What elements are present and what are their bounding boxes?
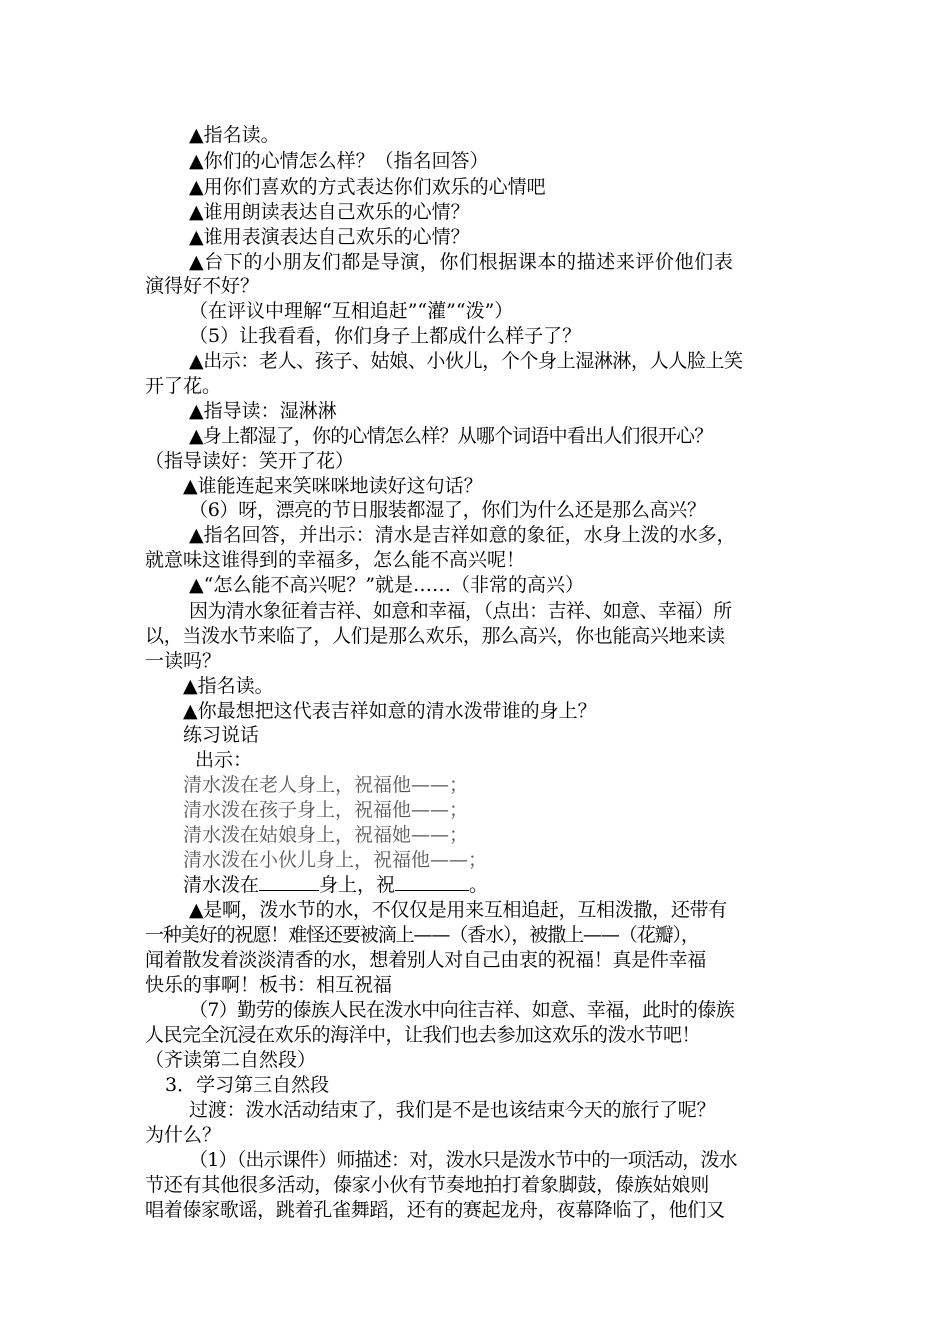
text-line: 清水泼在姑娘身上，祝福她——； [183,824,469,846]
text-line: 练习说话 [183,724,260,746]
text-line: （指导读好：笑开了花） [145,450,355,472]
text-line: 节还有其他很多活动，傣家小伙有节奏地拍打着象脚鼓，傣族姑娘则 [145,1174,710,1196]
text-line: 出示： [195,749,253,771]
text-line: （6）呀，漂亮的节日服装都湿了，你们为什么还是那么高兴？ [189,499,706,521]
text-line: （5）让我看看，你们身子上都成什么样子了？ [189,325,582,347]
text-line: ▲是啊，泼水节的水，不仅仅是用来互相追赶，互相泼撒，还带有 [189,899,727,921]
fill-text: 身上，祝 [319,874,396,896]
text-line: （1）（出示课件）师描述：对，泼水只是泼水节中的一项活动，泼水 [189,1149,737,1171]
text-line: ▲谁用表演表达自己欢乐的心情？ [189,226,470,248]
text-line: ▲身上都湿了，你的心情怎么样？从哪个词语中看出人们很开心？ [189,425,713,447]
text-line: 为什么？ [145,1124,222,1146]
text-line: 演得好不好？ [145,275,260,297]
text-line: ▲出示：老人、孩子、姑娘、小伙儿，个个身上湿淋淋，人人脸上笑 [189,350,743,372]
text-line: 清水泼在孩子身上，祝福他——； [183,799,469,821]
text-line: （7）勤劳的傣族人民在泼水中向往吉祥、如意、幸福，此时的傣族 [189,999,735,1021]
text-line: ▲谁能连起来笑咪咪地读好这句话？ [183,475,483,497]
text-line: 一读吗？ [145,650,222,672]
text-line: ▲用你们喜欢的方式表达你们欢乐的心情吧 [189,176,546,198]
text-line: 快乐的事啊！板书：相互祝福 [145,974,393,996]
fill-text: 。 [469,874,489,896]
text-line: 一种美好的祝愿！难怪还要被滴上——（香水），被撒上——（花瓣）， [145,924,699,946]
text-line: 就意味这谁得到的幸福多，怎么能不高兴呢！ [145,549,526,571]
text-line: 唱着傣家歌谣，跳着孔雀舞蹈，还有的赛起龙舟，夜幕降临了，他们又 [145,1199,725,1221]
blank-line [395,872,469,891]
text-line: 清水泼在老人身上，祝福他——； [183,774,469,796]
blank-line [259,872,319,891]
text-line: 闻着散发着淡淡清香的水，想着别人对自己由衷的祝福！真是件幸福 [145,949,707,971]
text-line: 因为清水象征着吉祥、如意和幸福，（点出：吉祥、如意、幸福）所 [189,600,732,622]
text-line: ▲谁用朗读表达自己欢乐的心情？ [189,201,470,223]
text-line: 过渡：泼水活动结束了，我们是不是也该结束今天的旅行了呢？ [189,1099,716,1121]
text-line: ▲指名回答，并出示：清水是吉祥如意的象征，水身上泼的水多， [189,524,736,546]
fill-text: 清水泼在 [183,874,260,896]
text-line: （在评议中理解“互相追赶”“灌”“泼”） [189,300,514,322]
text-line: ▲你们的心情怎么样？（指名回答） [189,150,489,172]
text-line: 开了花。 [145,375,222,397]
text-line: （齐读第二自然段） [145,1049,317,1071]
text-line: 以，当泼水节来临了，人们是那么欢乐，那么高兴，你也能高兴地来读 [145,625,725,647]
text-line: ▲台下的小朋友们都是导演，你们根据课本的描述来评价他们表 [189,251,734,273]
text-line: ▲“怎么能不高兴呢？”就是……（非常的高兴） [189,574,585,596]
text-line: ▲指导读：湿淋淋 [189,400,337,422]
fill-in-line [183,872,488,898]
text-line: 清水泼在小伙儿身上，祝福他——； [183,849,488,871]
text-line: ▲指名读。 [189,124,280,146]
text-line: 人民完全沉浸在欢乐的海洋中，让我们也去参加这欢乐的泼水节吧！ [145,1024,701,1046]
section-heading: 3．学习第三自然段 [165,1074,330,1096]
text-line: ▲你最想把这代表吉祥如意的清水泼带谁的身上？ [183,700,597,722]
text-line: ▲指名读。 [183,675,274,697]
